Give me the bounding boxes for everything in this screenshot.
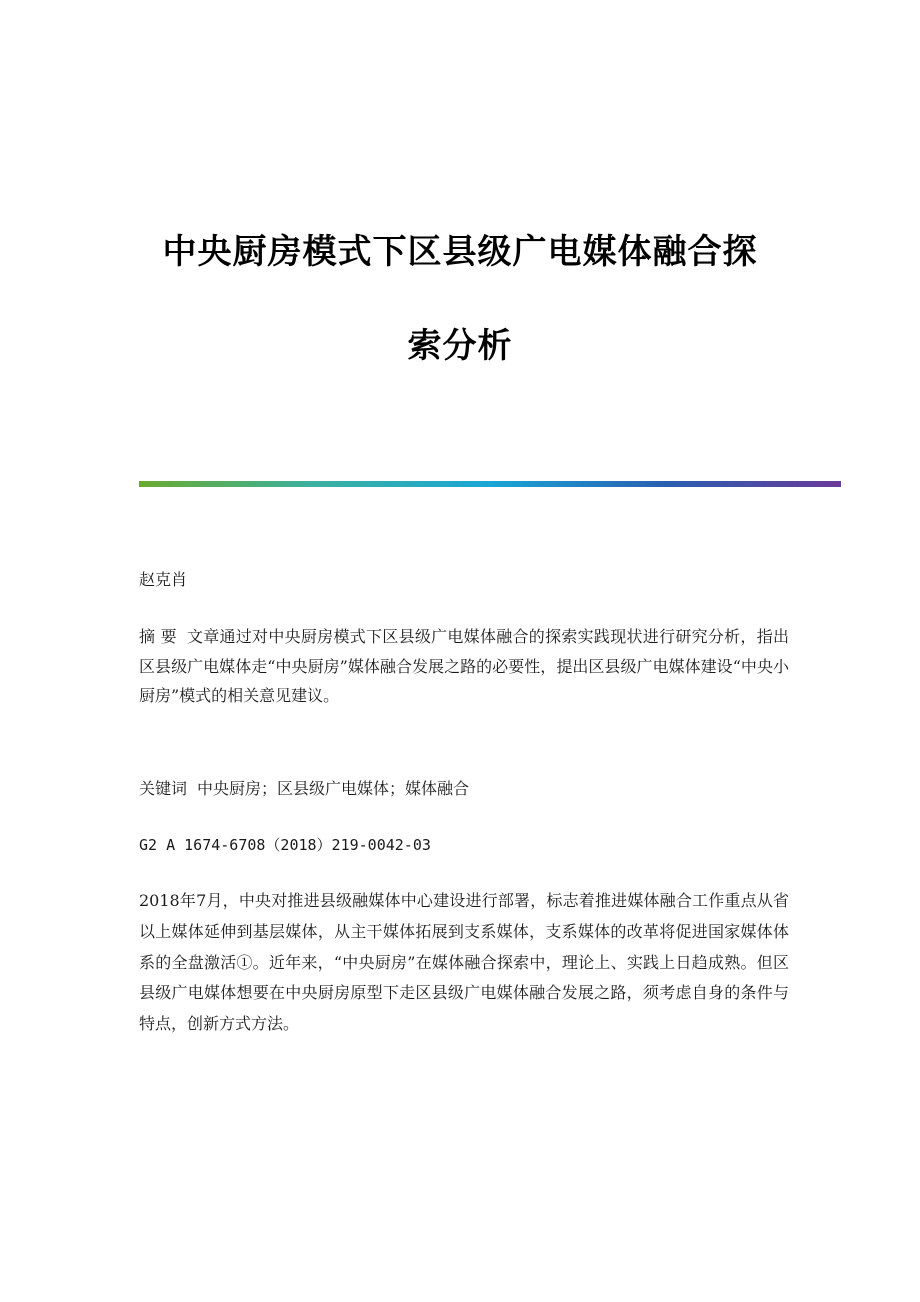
abstract-text: 文章通过对中央厨房模式下区县级广电媒体融合的探索实践现状进行研究分析，指出区县级广电媒体走“中央厨房”媒体融合发展之路的必要性，提出区县级广电媒体建设“中央小厨房”模式的相关意见建议。 <box>139 627 789 705</box>
abstract-label: 摘 要 <box>139 627 177 646</box>
classification-code: G2 A 1674-6708（2018）219-0042-03 <box>139 836 431 854</box>
keywords <box>139 776 789 801</box>
title-line-2: 索分析 <box>407 326 513 366</box>
body-paragraph: 2018年7月，中央对推进县级融媒体中心建设进行部署，标志着推进媒体融合工作重点从省以上媒体延伸到基层媒体，从主干媒体拓展到支系媒体，支系媒体的改革将促进国家媒体体系的全盘激活①。近年来，“中央厨房”在媒体融合探索中，理论上、实践上日趋成熟。但区县级广电媒体想要在中央厨房原型下走区县级广电媒体融合发展之路，须考虑自身的条件与特点，创新方式方法。 <box>139 891 789 1034</box>
keywords-label: 关键词 <box>139 779 188 798</box>
title-line-1: 中央厨房模式下区县级广电媒体融合探 <box>162 232 758 272</box>
document-title <box>120 205 800 393</box>
abstract <box>139 622 789 711</box>
author: 赵克肖 <box>139 570 188 589</box>
gradient-divider <box>139 481 841 487</box>
keywords-text: 中央厨房；区县级广电媒体；媒体融合 <box>197 779 470 798</box>
